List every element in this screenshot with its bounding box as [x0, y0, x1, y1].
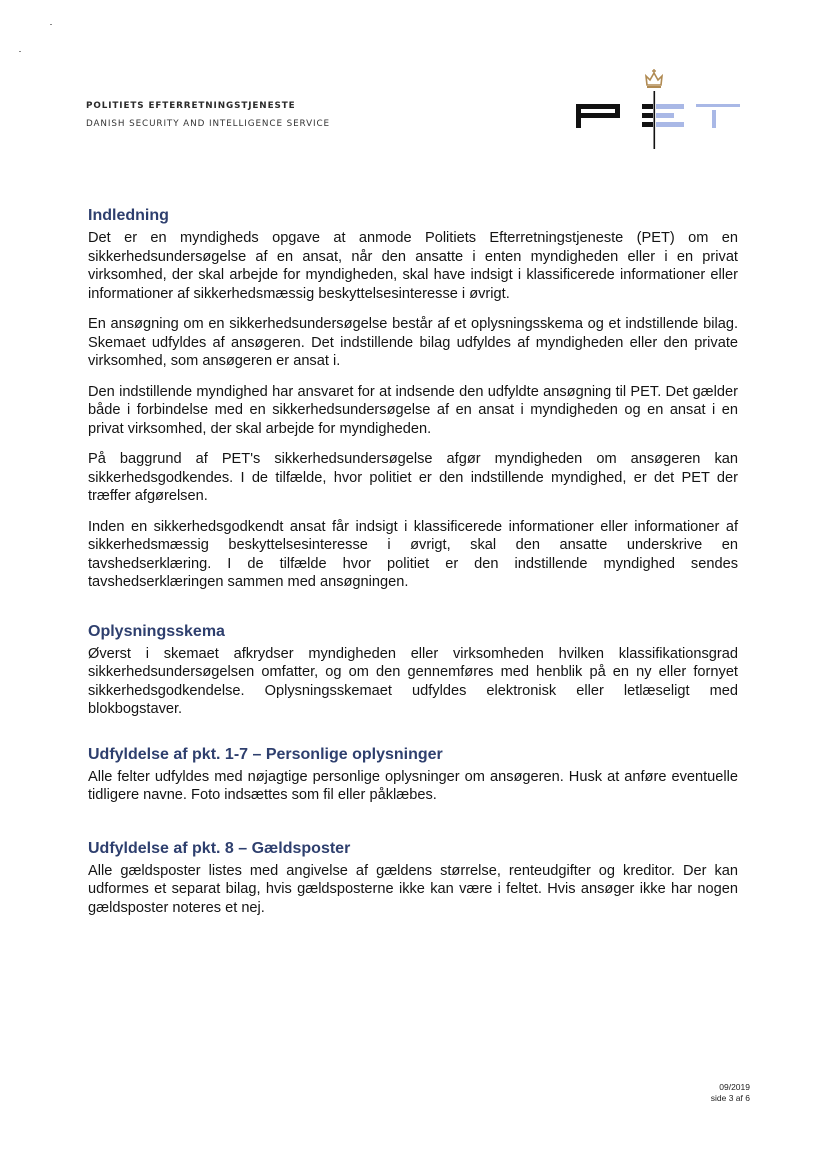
- paragraph: Alle felter udfyldes med nøjagtige personlige oplysninger om ansøgeren. Husk at anføre eventuelle tidligere navne. Foto indsættes som fil eller påklæbes.: [88, 768, 738, 803]
- page-footer: [711, 1082, 750, 1104]
- paragraph: Den indstillende myndighed har ansvaret for at indsende den udfyldte ansøgning til PET. Det gælder både i forbindelse med en sikkerhedsundersøgelse af en ansat i myndigheden og en ansat i en privat virksomhed, der skal arbejde for myndigheden.: [88, 383, 738, 437]
- section-introduction: [88, 206, 738, 592]
- pet-logo-crown-icon: [572, 66, 742, 154]
- section-personal-info: [88, 745, 738, 805]
- paragraph: Alle gældsposter listes med angivelse af gældens størrelse, renteudgifter og kreditor. Der kan udformes et separat bilag, hvis gældsposterne ikke kan være i feltet. Hvis ansøger ikke har nogen gældsposter noteres et nej.: [88, 862, 738, 916]
- section-debt-items: [88, 839, 738, 918]
- organization-name: POLITIETS EFTERRETNINGSTJENESTE: [86, 101, 296, 111]
- section-information-form: [88, 622, 738, 719]
- section-heading: Indledning: [88, 207, 169, 224]
- organization-subtitle: DANISH SECURITY AND INTELLIGENCE SERVICE: [86, 119, 330, 129]
- paragraph: Inden en sikkerhedsgodkendt ansat får indsigt i klassificerede informationer eller informationer af sikkerhedsmæssig beskyttelsesinteresse i øvrigt, skal den ansatte underskrive en tavshedserklæring. I de tilfælde hvor politiet er den indstillende myndighed sendes tavshedserklæringen sammen med ansøgningen.: [88, 518, 738, 590]
- section-heading: Udfyldelse af pkt. 1-7 – Personlige oplysninger: [88, 745, 443, 763]
- page-number: side 3 af 6: [710, 1093, 750, 1103]
- section-heading: Udfyldelse af pkt. 8 – Gældsposter: [88, 839, 351, 857]
- paragraph: En ansøgning om en sikkerhedsundersøgelse består af et oplysningsskema og et indstillende bilag. Skemaet udfyldes af ansøgeren. Det indstillende bilag udfyldes af myndigheden eller den private virksomhed, som ansøgeren er ansat i.: [88, 316, 738, 369]
- paragraph: Det er en myndigheds opgave at anmode Politiets Efterretningstjeneste (PET) om en sikkerhedsundersøgelse af en ansat, når den ansatte i enten myndigheden eller i en privat virksomhed, der skal arbejde for myndigheden, skal have indsigt i klassificerede informationer eller informationer af sikkerhedsmæssig beskyttelsesinteresse i øvrigt.: [88, 230, 738, 302]
- paragraph: På baggrund af PET's sikkerhedsundersøgelse afgør myndigheden om ansøgeren kan sikkerhedsgodkendes. I de tilfælde, hvor politiet er den indstillende myndighed, er det PET der træffer afgørelsen.: [88, 451, 738, 504]
- scan-speck: [50, 24, 52, 25]
- organization-header: [86, 100, 330, 131]
- section-heading: Oplysningsskema: [88, 622, 225, 640]
- scan-speck: [19, 51, 21, 52]
- footer-date: 09/2019: [719, 1082, 750, 1092]
- paragraph: Øverst i skemaet afkrydser myndigheden eller virksomheden hvilken klassifikationsgrad sikkerhedsundersøgelsen omfatter, og om den gennemføres med henblik på en ny eller fornyet sikkerhedsgodkendelse. Oplysningsskemaet udfyldes elektronisk eller letlæseligt med blokbogstaver.: [88, 645, 738, 717]
- crown-icon: [646, 69, 662, 87]
- document-body: [88, 206, 738, 929]
